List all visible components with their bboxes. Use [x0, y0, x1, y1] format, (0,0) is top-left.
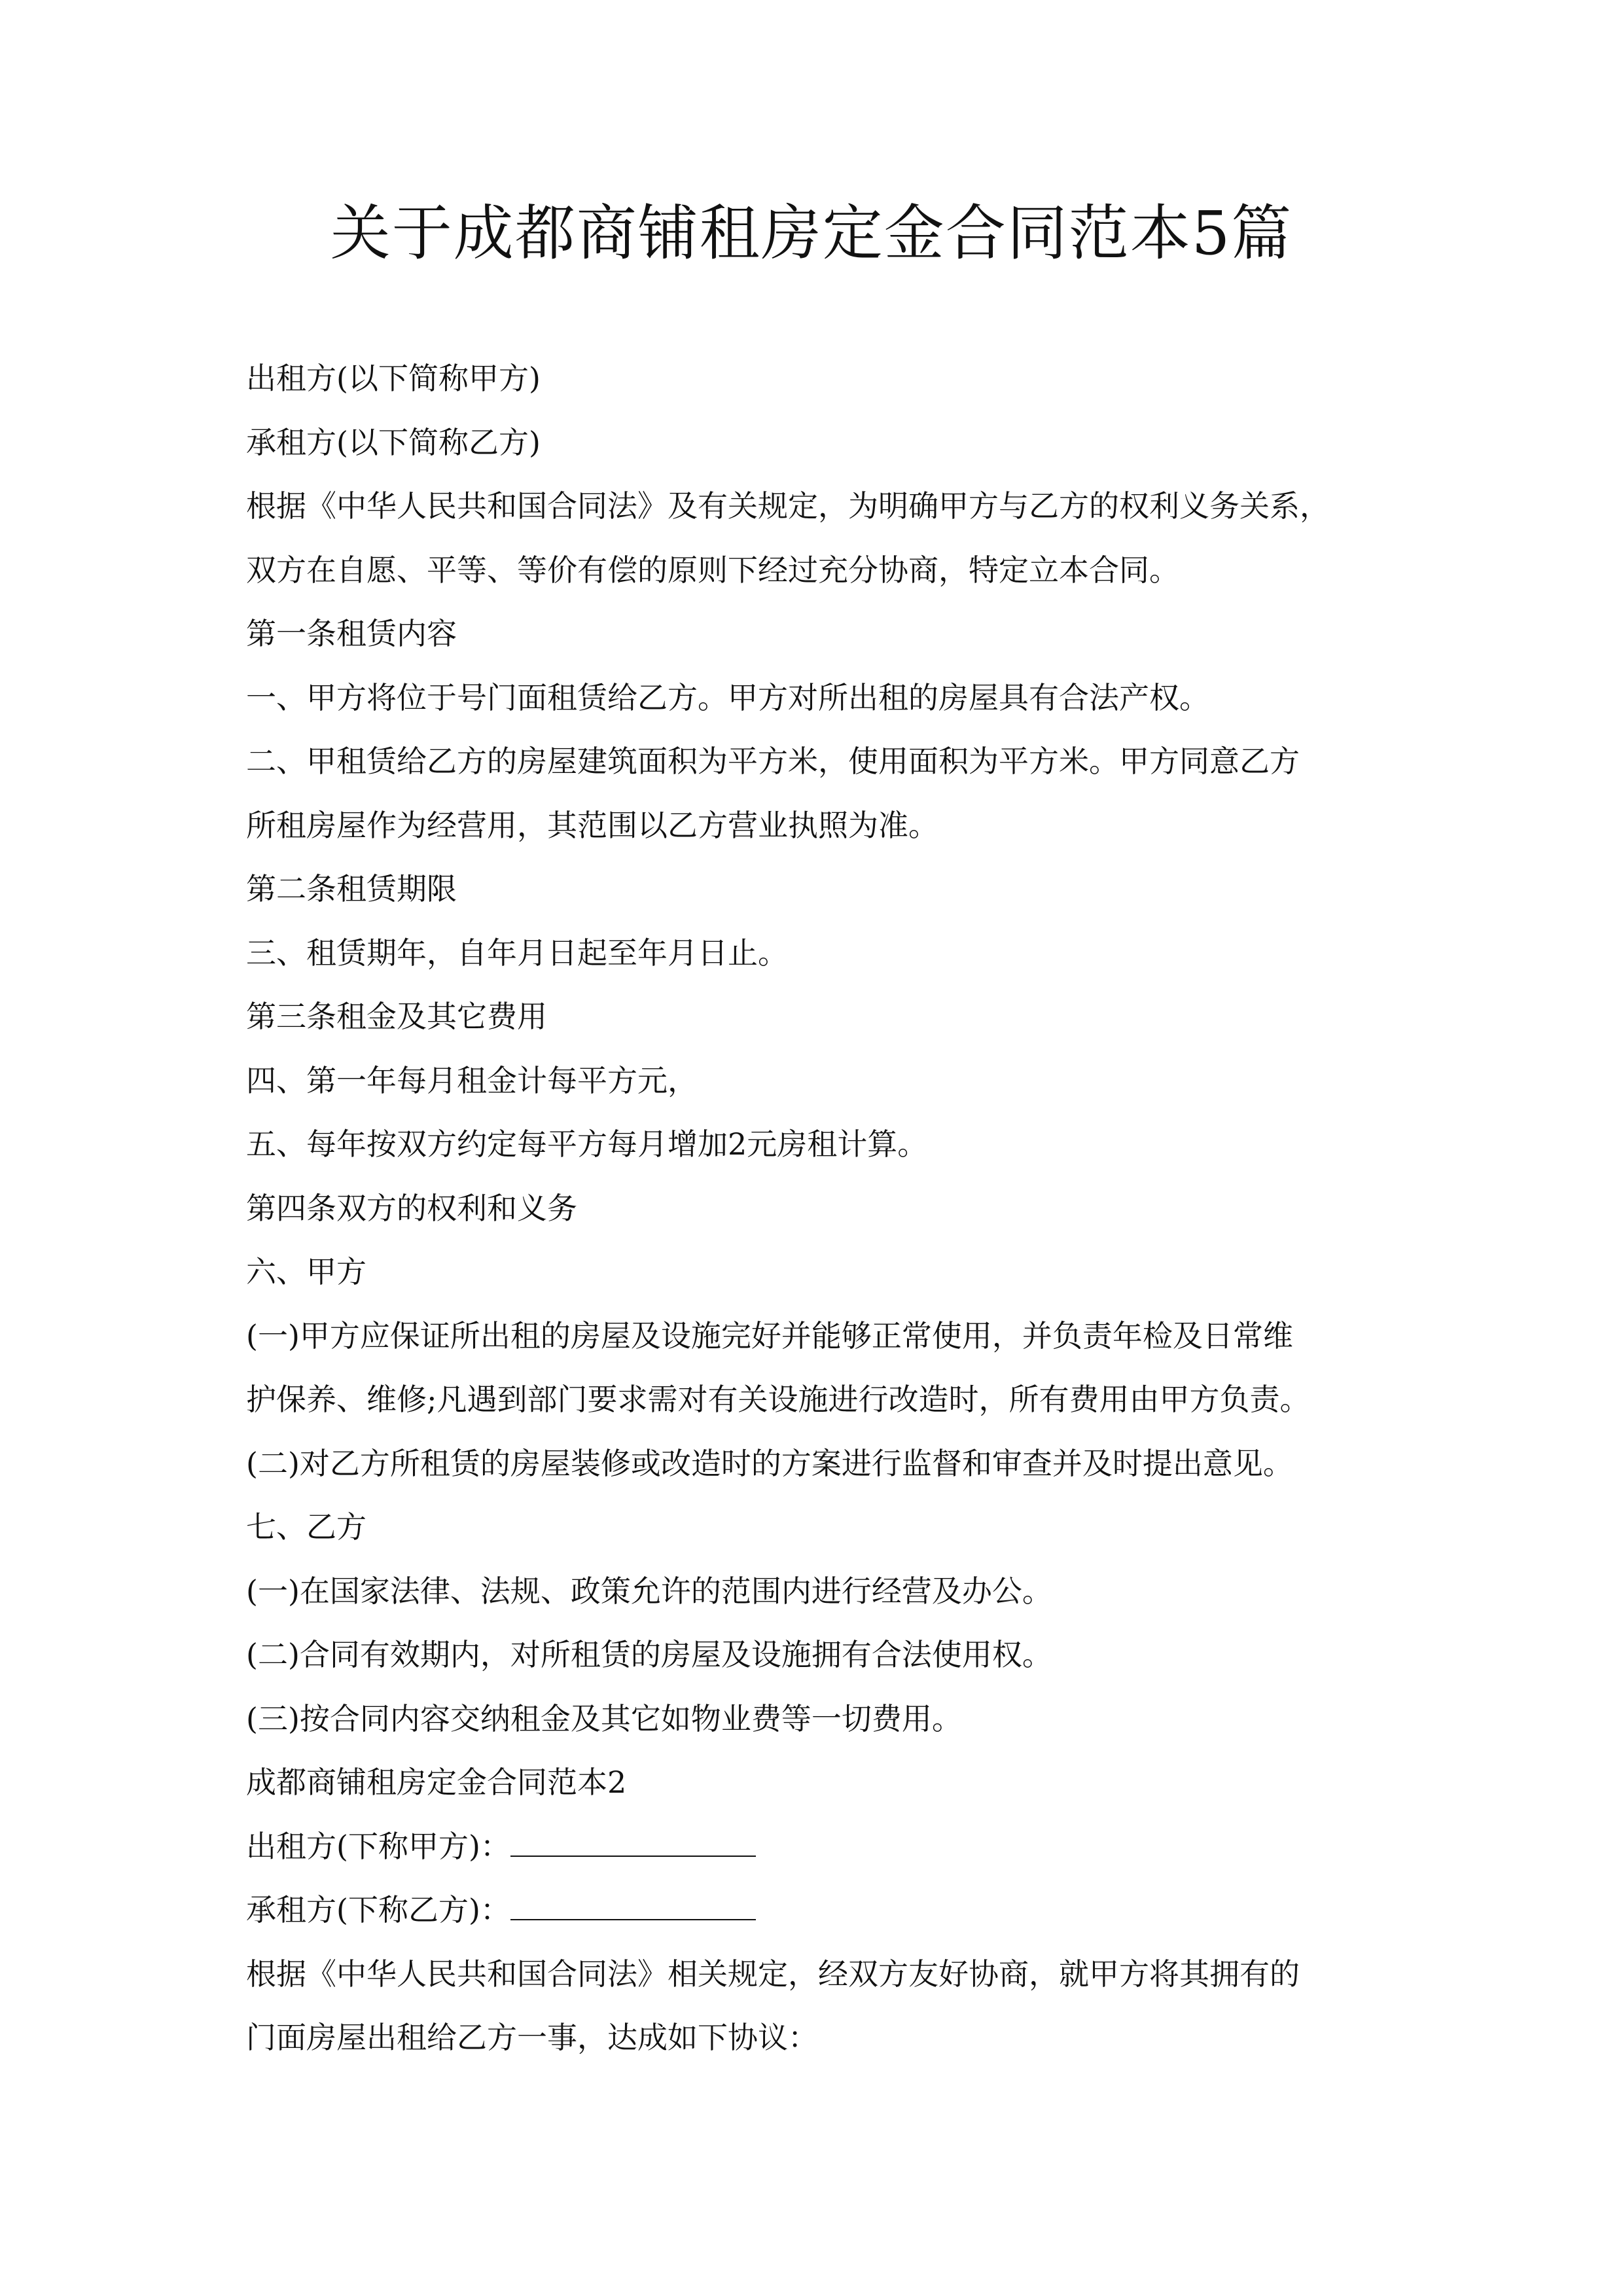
template-2-lessee-line	[246, 1878, 1411, 1943]
clause-6-item-1-line-2: 护保养、维修;凡遇到部门要求需对有关设施进行改造时，所有费用由甲方负责。	[246, 1382, 1310, 1417]
template-2-preamble-line-2: 门面房屋出租给乙方一事，达成如下协议：	[246, 2020, 818, 2055]
article-3-heading: 第三条租金及其它费用	[246, 999, 547, 1034]
template-2-lessor-line	[246, 1815, 1411, 1879]
clause-7-heading: 七、乙方	[246, 1509, 366, 1545]
article-1-heading: 第一条租赁内容	[246, 616, 457, 651]
clause-6-item-1-line-1: (一)甲方应保证所出租的房屋及设施完好并能够正常使用，并负责年检及日常维	[246, 1318, 1293, 1354]
clause-7-item-3: (三)按合同内容交纳租金及其它如物业费等一切费用。	[246, 1700, 962, 1736]
clause-5: 五、每年按双方约定每平方每月增加2元房租计算。	[246, 1126, 928, 1162]
clause-2-line-1: 二、甲租赁给乙方的房屋建筑面积为平方米，使用面积为平方米。甲方同意乙方	[246, 744, 1300, 779]
clause-7-item-2: (二)合同有效期内，对所租赁的房屋及设施拥有合法使用权。	[246, 1637, 1052, 1672]
article-4-heading: 第四条双方的权利和义务	[246, 1190, 577, 1226]
clause-6-item-2: (二)对乙方所租赁的房屋装修或改造时的方案进行监督和审查并及时提出意见。	[246, 1445, 1293, 1481]
clause-3: 三、租赁期年，自年月日起至年月日止。	[246, 935, 788, 971]
document-title: 关于成都商铺租房定金合同范本5篇	[330, 198, 1293, 268]
preamble-line-2: 双方在自愿、平等、等价有偿的原则下经过充分协商，特定立本合同。	[246, 552, 1179, 588]
document-body	[246, 347, 1411, 2070]
lessee-line: 承租方(以下简称乙方)	[246, 424, 541, 460]
template-2-lessor-label: 出租方(下称甲方)：	[246, 1828, 510, 1864]
clause-2-line-2: 所租房屋作为经营用，其范围以乙方营业执照为准。	[246, 807, 938, 843]
template-2-heading: 成都商铺租房定金合同范本2	[246, 1765, 627, 1800]
template-2-preamble-line-1: 根据《中华人民共和国合同法》相关规定，经双方友好协商，就甲方将其拥有的	[246, 1956, 1300, 1992]
lessor-blank-line	[510, 1827, 756, 1857]
lessor-line: 出租方(以下简称甲方)	[246, 361, 541, 396]
clause-6-heading: 六、甲方	[246, 1254, 366, 1289]
clause-4: 四、第一年每月租金计每平方元，	[246, 1062, 698, 1098]
clause-1: 一、甲方将位于号门面租赁给乙方。甲方对所出租的房屋具有合法产权。	[246, 679, 1209, 715]
template-2-lessee-label: 承租方(下称乙方)：	[246, 1892, 510, 1928]
article-2-heading: 第二条租赁期限	[246, 871, 457, 906]
clause-7-item-1: (一)在国家法律、法规、政策允许的范围内进行经营及办公。	[246, 1573, 1052, 1609]
lessee-blank-line	[510, 1890, 756, 1920]
preamble-line-1: 根据《中华人民共和国合同法》及有关规定，为明确甲方与乙方的权利义务关系，	[246, 488, 1330, 524]
